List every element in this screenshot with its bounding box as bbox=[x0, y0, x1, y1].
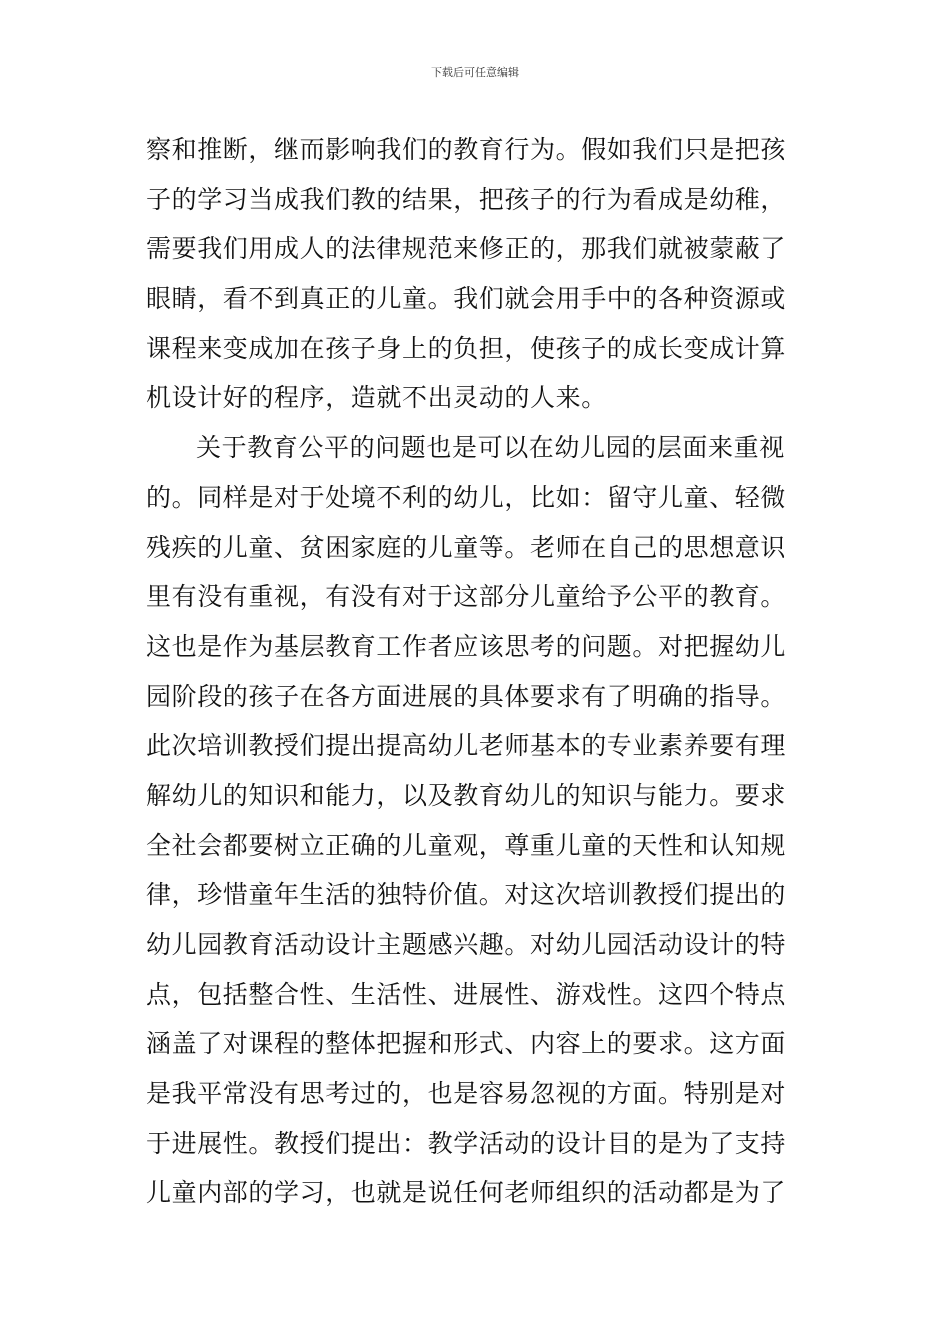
paragraph-1-line-1: 察和推断，继而影响我们的教育行为。假如我们只是把孩 bbox=[146, 135, 787, 164]
paragraph-1-line-5: 课程来变成加在孩子身上的负担，使孩子的成长变成计算 bbox=[146, 333, 787, 363]
paragraph-2-line-15: 于进展性。教授们提出：教学活动的设计目的是为了支持 bbox=[146, 1128, 787, 1158]
paragraph-1-line-4: 眼睛，看不到真正的儿童。我们就会用手中的各种资源或 bbox=[146, 284, 787, 314]
paragraph-2-line-8: 解幼儿的知识和能力，以及教育幼儿的知识与能力。要求 bbox=[146, 780, 787, 810]
paragraph-2-line-16: 儿童内部的学习，也就是说任何老师组织的活动都是为了 bbox=[146, 1178, 787, 1208]
paragraph-2-line-12: 点，包括整合性、生活性、进展性、游戏性。这四个特点 bbox=[146, 979, 787, 1009]
paragraph-2-line-7: 此次培训教授们提出提高幼儿老师基本的专业素养要有理 bbox=[146, 731, 787, 761]
paragraph-2-line-10: 律，珍惜童年生活的独特价值。对这次培训教授们提出的 bbox=[146, 880, 787, 910]
paragraph-1-line-2: 子的学习当成我们教的结果，把孩子的行为看成是幼稚， bbox=[146, 184, 787, 214]
paragraph-2-line-4: 里有没有重视，有没有对于这部分儿童给予公平的教育。 bbox=[146, 582, 787, 612]
paragraph-2-line-2: 的。同样是对于处境不利的幼儿，比如：留守儿童、轻微 bbox=[146, 482, 787, 512]
paragraph-2-line-13: 涵盖了对课程的整体把握和形式、内容上的要求。这方面 bbox=[146, 1029, 787, 1059]
paragraph-1-line-3: 需要我们用成人的法律规范来修正的，那我们就被蒙蔽了 bbox=[146, 234, 787, 264]
page-header: 下载后可任意编辑 bbox=[431, 66, 519, 79]
paragraph-2-line-1: 关于教育公平的问题也是可以在幼儿园的层面来重视 bbox=[196, 433, 785, 463]
paragraph-2-line-11: 幼儿园教育活动设计主题感兴趣。对幼儿园活动设计的特 bbox=[146, 930, 787, 959]
paragraph-1-line-6: 机设计好的程序，造就不出灵动的人来。 bbox=[146, 383, 607, 413]
paragraph-2-line-3: 残疾的儿童、贫困家庭的儿童等。老师在自己的思想意识 bbox=[146, 532, 787, 562]
paragraph-2-line-9: 全社会都要树立正确的儿童观，尊重儿童的天性和认知规 bbox=[146, 830, 787, 860]
paragraph-2-line-14: 是我平常没有思考过的，也是容易忽视的方面。特别是对 bbox=[146, 1079, 787, 1109]
document-body bbox=[146, 128, 826, 1221]
paragraph-2-line-5: 这也是作为基层教育工作者应该思考的问题。对把握幼儿 bbox=[146, 631, 787, 661]
paragraph-2-line-6: 园阶段的孩子在各方面进展的具体要求有了明确的指导。 bbox=[146, 681, 787, 711]
